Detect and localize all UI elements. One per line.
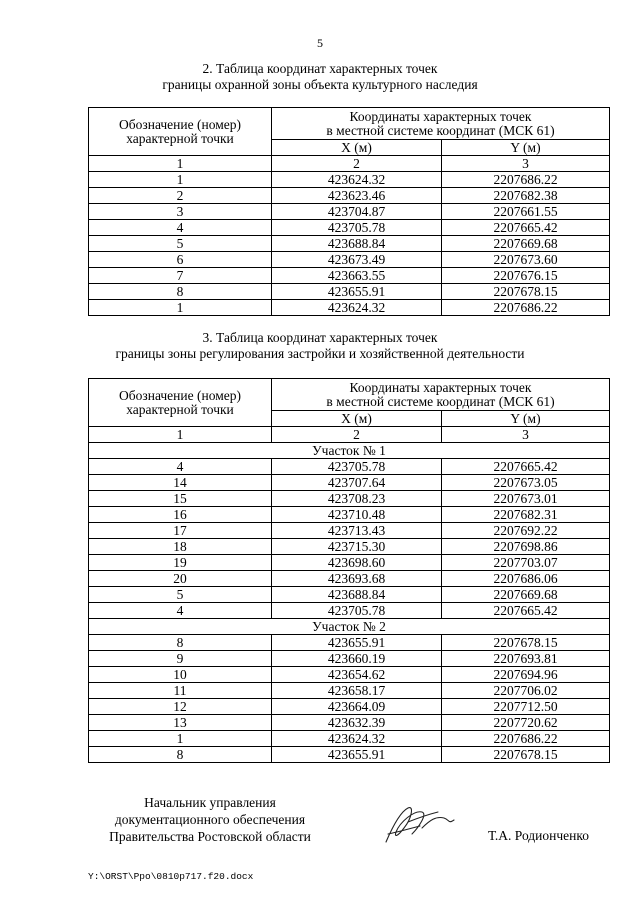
- column-number: 2: [272, 427, 442, 443]
- point-number-header-line2: характерной точки: [126, 401, 234, 417]
- point-number: 5: [89, 587, 272, 603]
- point-number: 5: [89, 236, 272, 252]
- point-number: 19: [89, 555, 272, 571]
- x-coordinate: 423698.60: [272, 555, 442, 571]
- handwritten-signature: [378, 798, 458, 850]
- coordinates-header-line1: Координаты характерных точек: [349, 108, 532, 124]
- y-coordinate: 2207712.50: [442, 699, 610, 715]
- x-coordinate: 423655.91: [272, 284, 442, 300]
- point-number: 1: [89, 172, 272, 188]
- y-coordinate: 2207678.15: [442, 747, 610, 763]
- x-coordinate: 423658.17: [272, 683, 442, 699]
- y-coordinate: 2207673.60: [442, 252, 610, 268]
- y-coordinate: 2207678.15: [442, 635, 610, 651]
- y-coordinate: 2207692.22: [442, 523, 610, 539]
- x-coordinate: 423655.91: [272, 635, 442, 651]
- y-coordinate: 2207673.05: [442, 475, 610, 491]
- table-row: [89, 236, 610, 252]
- x-coordinate: 423632.39: [272, 715, 442, 731]
- y-header: Y (м): [442, 140, 610, 156]
- position-line-1: Начальник управления: [144, 795, 276, 810]
- point-number: 20: [89, 571, 272, 587]
- point-number: 15: [89, 491, 272, 507]
- table-row: [89, 635, 610, 651]
- signatory-name: Т.А. Родионченко: [488, 828, 589, 843]
- x-coordinate: 423688.84: [272, 587, 442, 603]
- x-coordinate: 423660.19: [272, 651, 442, 667]
- table-row: [89, 252, 610, 268]
- point-number: 11: [89, 683, 272, 699]
- y-coordinate: 2207686.22: [442, 172, 610, 188]
- section-row: [89, 443, 610, 459]
- point-number: 16: [89, 507, 272, 523]
- x-coordinate: 423624.32: [272, 300, 442, 316]
- column-number-row: [89, 156, 610, 172]
- y-coordinate: 2207661.55: [442, 204, 610, 220]
- table-row: [89, 747, 610, 763]
- table-row: [89, 731, 610, 747]
- point-number: 10: [89, 667, 272, 683]
- point-number: 8: [89, 284, 272, 300]
- y-coordinate: 2207665.42: [442, 220, 610, 236]
- header-row: [89, 108, 610, 140]
- x-coordinate: 423655.91: [272, 747, 442, 763]
- table-row: [89, 603, 610, 619]
- x-coordinate: 423664.09: [272, 699, 442, 715]
- point-number: 6: [89, 252, 272, 268]
- y-coordinate: 2207720.62: [442, 715, 610, 731]
- x-coordinate: 423710.48: [272, 507, 442, 523]
- table-row: [89, 667, 610, 683]
- x-coordinate: 423663.55: [272, 268, 442, 284]
- table3-coordinates: [88, 378, 610, 763]
- table2-coordinates: [88, 107, 610, 316]
- section-label: Участок № 1: [89, 443, 610, 459]
- table-row: [89, 475, 610, 491]
- table-row: [89, 683, 610, 699]
- x-coordinate: 423705.78: [272, 603, 442, 619]
- y-coordinate: 2207694.96: [442, 667, 610, 683]
- point-number: 4: [89, 220, 272, 236]
- point-number-header-line1: Обозначение (номер): [119, 116, 241, 132]
- point-number: 2: [89, 188, 272, 204]
- x-coordinate: 423707.64: [272, 475, 442, 491]
- y-coordinate: 2207665.42: [442, 603, 610, 619]
- point-number: 8: [89, 635, 272, 651]
- table-row: [89, 699, 610, 715]
- table-row: [89, 571, 610, 587]
- table-row: [89, 172, 610, 188]
- point-number: 3: [89, 204, 272, 220]
- table-row: [89, 715, 610, 731]
- y-coordinate: 2207703.07: [442, 555, 610, 571]
- table2-title-line2: границы охранной зоны объекта культурного наследия: [162, 77, 478, 92]
- point-number: 18: [89, 539, 272, 555]
- table-row: [89, 459, 610, 475]
- y-coordinate: 2207665.42: [442, 459, 610, 475]
- y-header: Y (м): [442, 411, 610, 427]
- table-row: [89, 491, 610, 507]
- point-number: 9: [89, 651, 272, 667]
- x-header: X (м): [272, 411, 442, 427]
- point-number: 8: [89, 747, 272, 763]
- y-coordinate: 2207678.15: [442, 284, 610, 300]
- point-number-header-line2: характерной точки: [126, 130, 234, 146]
- point-number: 1: [89, 300, 272, 316]
- table-row: [89, 539, 610, 555]
- point-number: 4: [89, 459, 272, 475]
- y-coordinate: 2207669.68: [442, 587, 610, 603]
- x-coordinate: 423705.78: [272, 459, 442, 475]
- column-number-row: [89, 427, 610, 443]
- y-coordinate: 2207698.86: [442, 539, 610, 555]
- coordinates-header: [272, 108, 610, 140]
- coordinates-header-line2: в местной системе координат (МСК 61): [326, 122, 555, 138]
- table-row: [89, 555, 610, 571]
- table-row: [89, 523, 610, 539]
- page-number: 5: [317, 36, 323, 50]
- table-row: [89, 300, 610, 316]
- x-coordinate: 423688.84: [272, 236, 442, 252]
- column-number: 1: [89, 156, 272, 172]
- x-coordinate: 423715.30: [272, 539, 442, 555]
- signature-position: [90, 794, 330, 845]
- y-coordinate: 2207682.31: [442, 507, 610, 523]
- table-row: [89, 587, 610, 603]
- point-number-header-line1: Обозначение (номер): [119, 387, 241, 403]
- x-coordinate: 423623.46: [272, 188, 442, 204]
- y-coordinate: 2207676.15: [442, 268, 610, 284]
- table-row: [89, 507, 610, 523]
- table-row: [89, 204, 610, 220]
- point-number: 7: [89, 268, 272, 284]
- point-number: 14: [89, 475, 272, 491]
- column-number: 2: [272, 156, 442, 172]
- y-coordinate: 2207682.38: [442, 188, 610, 204]
- x-coordinate: 423624.32: [272, 172, 442, 188]
- table-row: [89, 268, 610, 284]
- table2-title-line1: 2. Таблица координат характерных точек: [202, 61, 438, 76]
- x-coordinate: 423705.78: [272, 220, 442, 236]
- point-number: 13: [89, 715, 272, 731]
- table-row: [89, 651, 610, 667]
- table3-title-line2: границы зоны регулирования застройки и хозяйственной деятельности: [115, 346, 525, 361]
- y-coordinate: 2207693.81: [442, 651, 610, 667]
- section-row: [89, 619, 610, 635]
- x-coordinate: 423693.68: [272, 571, 442, 587]
- y-coordinate: 2207669.68: [442, 236, 610, 252]
- x-coordinate: 423673.49: [272, 252, 442, 268]
- column-number: 3: [442, 427, 610, 443]
- table-row: [89, 220, 610, 236]
- x-coordinate: 423624.32: [272, 731, 442, 747]
- x-coordinate: 423654.62: [272, 667, 442, 683]
- y-coordinate: 2207686.22: [442, 731, 610, 747]
- coordinates-header-line1: Координаты характерных точек: [349, 379, 532, 395]
- point-number-header: [89, 379, 272, 427]
- point-number-header: [89, 108, 272, 156]
- table-row: [89, 188, 610, 204]
- header-row: [89, 379, 610, 411]
- coordinates-header-line2: в местной системе координат (МСК 61): [326, 393, 555, 409]
- x-coordinate: 423708.23: [272, 491, 442, 507]
- x-coordinate: 423704.87: [272, 204, 442, 220]
- y-coordinate: 2207686.06: [442, 571, 610, 587]
- table-row: [89, 284, 610, 300]
- point-number: 4: [89, 603, 272, 619]
- point-number: 1: [89, 731, 272, 747]
- y-coordinate: 2207706.02: [442, 683, 610, 699]
- table3-title: [0, 330, 640, 362]
- y-coordinate: 2207673.01: [442, 491, 610, 507]
- point-number: 17: [89, 523, 272, 539]
- column-number: 3: [442, 156, 610, 172]
- column-number: 1: [89, 427, 272, 443]
- x-coordinate: 423713.43: [272, 523, 442, 539]
- position-line-3: Правительства Ростовской области: [109, 829, 311, 844]
- table3-title-line1: 3. Таблица координат характерных точек: [202, 330, 438, 345]
- table2-title: [0, 61, 640, 93]
- section-label: Участок № 2: [89, 619, 610, 635]
- x-header: X (м): [272, 140, 442, 156]
- y-coordinate: 2207686.22: [442, 300, 610, 316]
- file-path: Y:\ORST\Ppo\0810p717.f20.docx: [88, 871, 254, 882]
- point-number: 12: [89, 699, 272, 715]
- position-line-2: документационного обеспечения: [114, 812, 306, 827]
- coordinates-header: [272, 379, 610, 411]
